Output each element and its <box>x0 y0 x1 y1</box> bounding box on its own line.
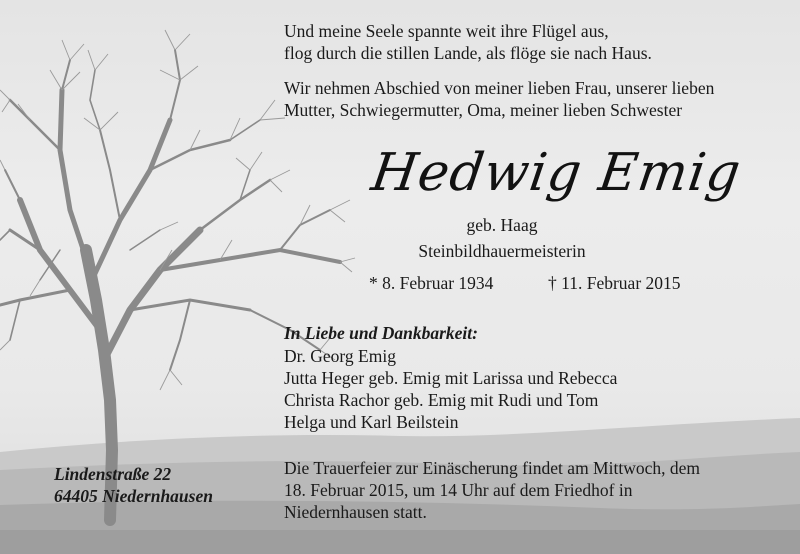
funeral-line: Die Trauerfeier zur Einäscherung findet am Mittwoch, dem <box>284 458 700 478</box>
address <box>54 463 213 507</box>
deceased-name: Hedwig Emig <box>367 143 745 203</box>
occupation: Steinbildhauermeisterin <box>418 241 586 261</box>
funeral-notice <box>284 457 700 523</box>
address-city: 64405 Niedernhausen <box>54 486 213 506</box>
poem-line: flog durch die stillen Lande, als flöge sie nach Haus. <box>284 43 652 63</box>
funeral-line: Niedernhausen statt. <box>284 502 427 522</box>
mourners-list <box>284 345 617 433</box>
mourners-heading: In Liebe und Dankbarkeit: <box>284 323 478 343</box>
intro-line: Wir nehmen Abschied von meiner lieben Frau, unserer lieben <box>284 78 715 98</box>
mourner-name: Dr. Georg Emig <box>284 346 396 366</box>
intro-line: Mutter, Schwiegermutter, Oma, meiner lieben Schwester <box>284 100 683 120</box>
mourner-name: Christa Rachor geb. Emig mit Rudi und Tom <box>284 390 599 410</box>
address-street: Lindenstraße 22 <box>54 464 172 484</box>
death-date: † 11. Februar 2015 <box>548 273 681 293</box>
poem <box>284 20 652 64</box>
mourner-name: Jutta Heger geb. Emig mit Larissa und Rebecca <box>284 368 618 388</box>
funeral-line: 18. Februar 2015, um 14 Uhr auf dem Friedhof in <box>284 480 633 500</box>
mourner-name: Helga und Karl Beilstein <box>284 412 459 432</box>
intro-text <box>284 77 714 121</box>
birth-date: * 8. Februar 1934 <box>369 273 494 293</box>
poem-line: Und meine Seele spannte weit ihre Flügel aus, <box>284 21 609 41</box>
birth-name: geb. Haag <box>466 215 538 235</box>
